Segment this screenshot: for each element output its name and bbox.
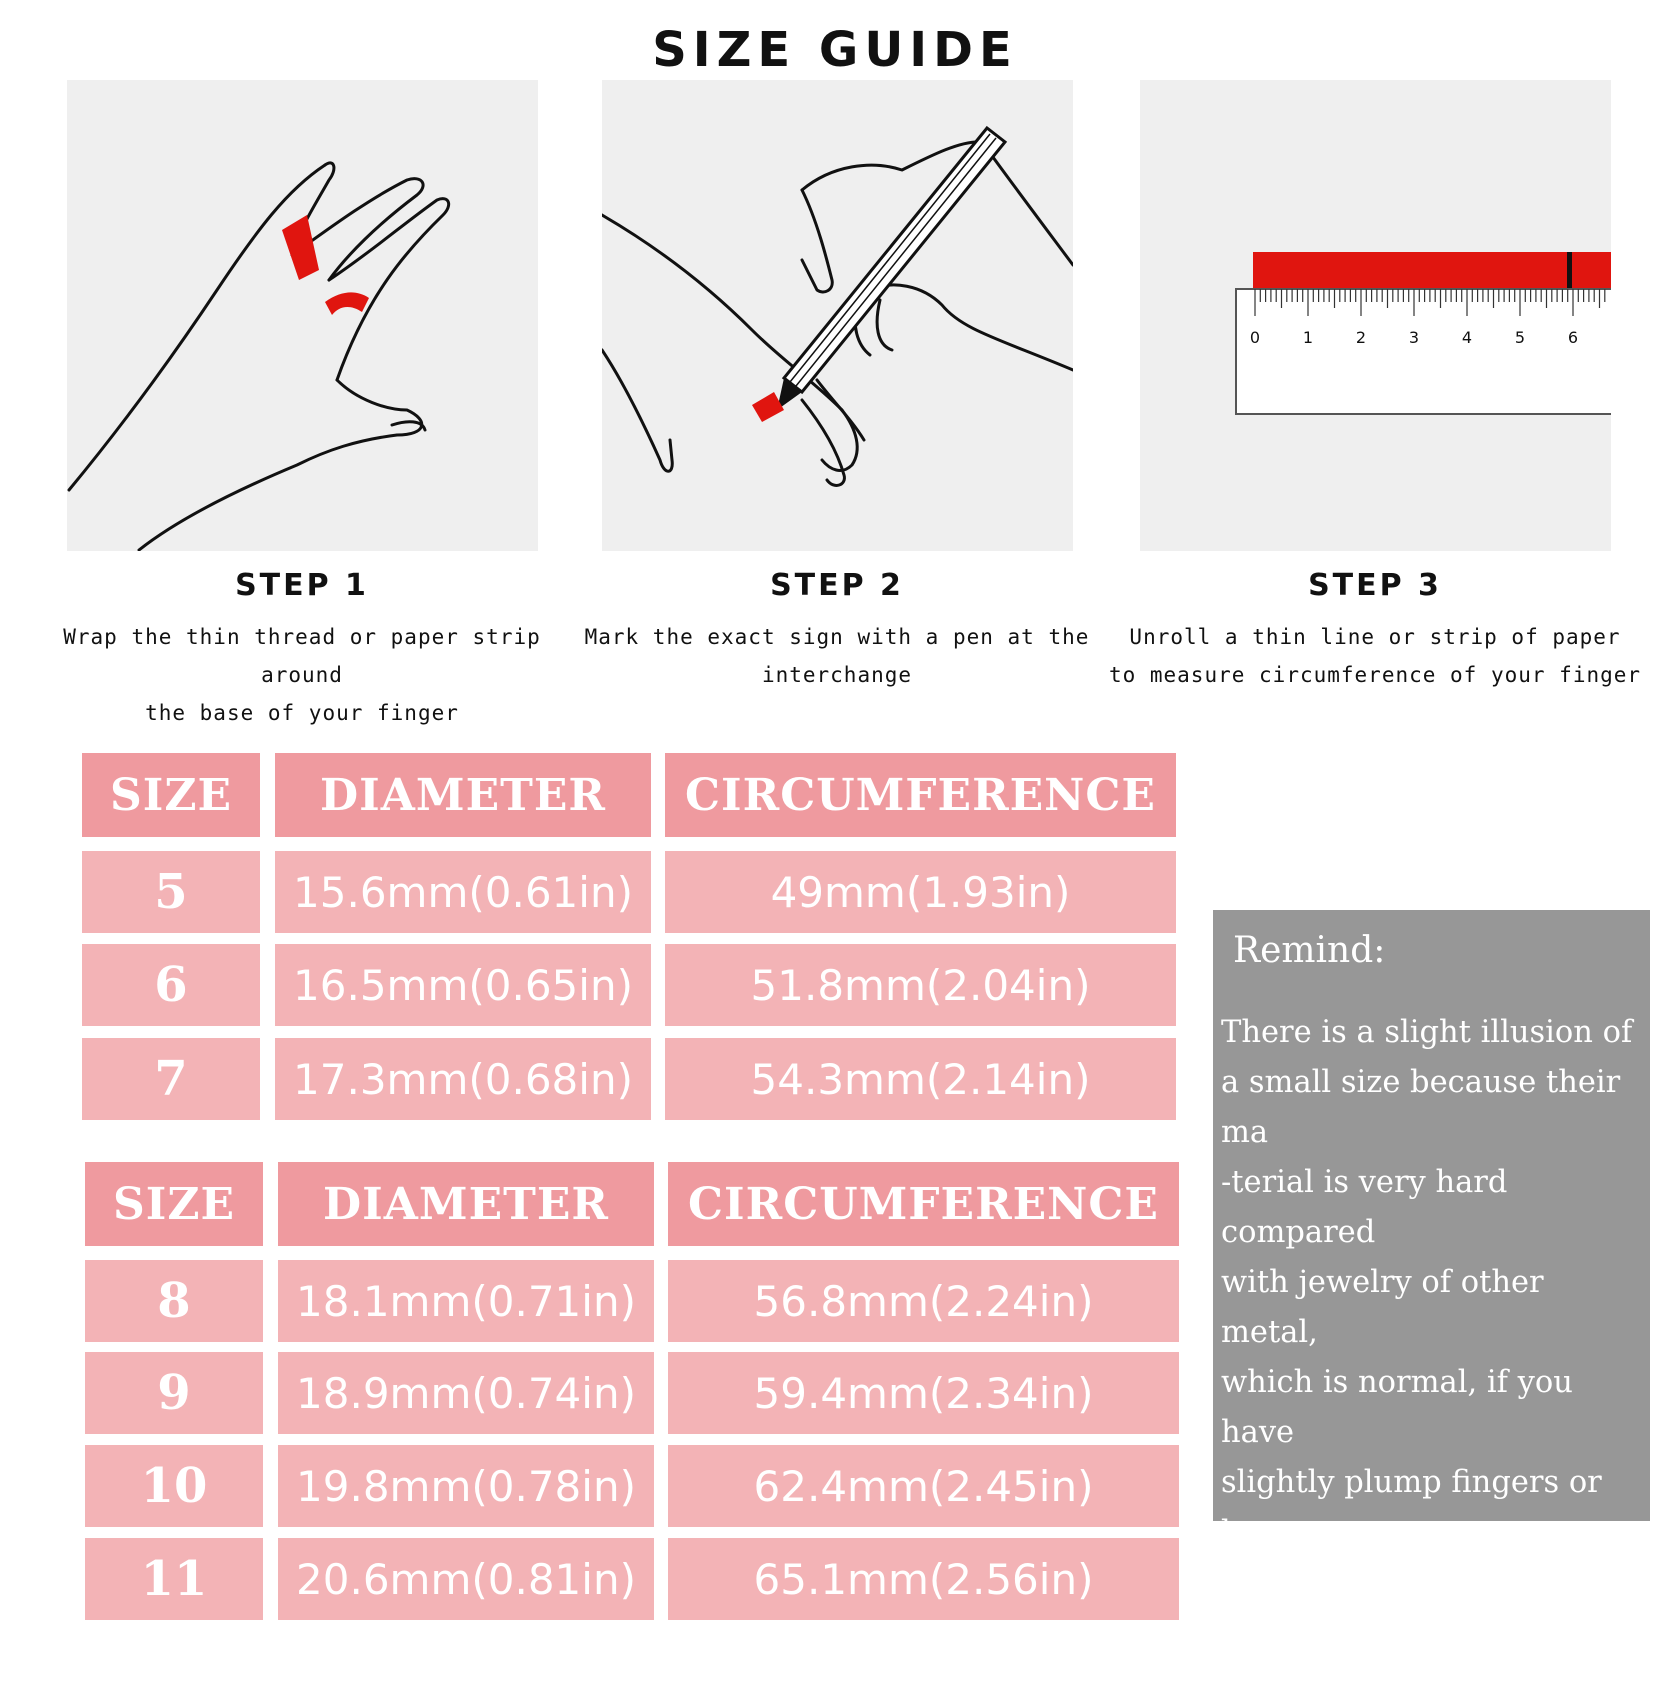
size-cell: 5 [82, 851, 260, 933]
page-title: SIZE GUIDE [652, 22, 1018, 78]
diameter-cell: 18.9mm(0.74in) [278, 1352, 654, 1434]
size-cell: 10 [85, 1445, 263, 1527]
step2-title: STEP 2 [770, 568, 904, 603]
header-circumference: CIRCUMFERENCE [668, 1162, 1179, 1246]
thread-wrap-icon [325, 292, 369, 315]
step2-line1: Mark the exact sign with a pen at the [584, 625, 1090, 649]
step3-title: STEP 3 [1308, 568, 1442, 603]
step3-line2: to measure circumference of your finger [1108, 663, 1642, 687]
circumference-cell: 59.4mm(2.34in) [668, 1352, 1179, 1434]
pen-icon [777, 128, 1005, 410]
diameter-cell: 18.1mm(0.71in) [278, 1260, 654, 1342]
pen-mark-icon [752, 392, 784, 422]
ruler-tick-label: 1 [1302, 328, 1314, 347]
remind-body: There is a slight illusion of a small size because their ma -terial is very hard compared with jewelry of other metal, which is normal, if you have slightly plump fingers or larg -e finger joints, pls choose stainless rings of one size up for comfort fit~ [1221, 1015, 1633, 1700]
paper-strip-icon [1253, 252, 1611, 288]
circumference-cell: 49mm(1.93in) [665, 851, 1176, 933]
step1-description [22, 618, 582, 732]
size-cell: 6 [82, 944, 260, 1026]
ruler-tick-label: 0 [1249, 328, 1261, 347]
ruler-icon [1236, 289, 1611, 414]
size-cell: 11 [85, 1538, 263, 1620]
step3-line1: Unroll a thin line or strip of paper [1129, 625, 1621, 649]
step2-illustration [602, 80, 1073, 551]
size-cell: 8 [85, 1260, 263, 1342]
remind-box [1213, 910, 1650, 1700]
step2-line2: interchange [761, 663, 913, 687]
diameter-cell: 15.6mm(0.61in) [275, 851, 651, 933]
ruler-illustration [1140, 80, 1611, 551]
diameter-cell: 19.8mm(0.78in) [278, 1445, 654, 1527]
ruler-tick-label: 5 [1514, 328, 1526, 347]
header-size: SIZE [82, 753, 260, 837]
ruler-tick-label: 4 [1461, 328, 1473, 347]
circumference-cell: 56.8mm(2.24in) [668, 1260, 1179, 1342]
ruler-tick-label: 3 [1408, 328, 1420, 347]
step3-description [1095, 618, 1655, 694]
hand-thread-illustration [67, 80, 538, 551]
circumference-cell: 51.8mm(2.04in) [665, 944, 1176, 1026]
step3-illustration [1140, 80, 1611, 551]
step1-illustration [67, 80, 538, 551]
header-diameter: DIAMETER [278, 1162, 654, 1246]
remind-title: Remind: [1233, 930, 1386, 971]
header-diameter: DIAMETER [275, 753, 651, 837]
header-size: SIZE [85, 1162, 263, 1246]
diameter-cell: 16.5mm(0.65in) [275, 944, 651, 1026]
diameter-cell: 17.3mm(0.68in) [275, 1038, 651, 1120]
step1-line1: Wrap the thin thread or paper strip around [63, 625, 541, 687]
thread-wrap-icon [282, 215, 319, 280]
circumference-cell: 65.1mm(2.56in) [668, 1538, 1179, 1620]
ruler-tick-label: 2 [1355, 328, 1367, 347]
size-cell: 7 [82, 1038, 260, 1120]
step2-description [557, 618, 1117, 694]
circumference-cell: 54.3mm(2.14in) [665, 1038, 1176, 1120]
size-cell: 9 [85, 1352, 263, 1434]
circumference-cell: 62.4mm(2.45in) [668, 1445, 1179, 1527]
diameter-cell: 20.6mm(0.81in) [278, 1538, 654, 1620]
ruler-tick-label: 6 [1567, 328, 1579, 347]
step1-line2: the base of your finger [145, 701, 459, 725]
header-circumference: CIRCUMFERENCE [665, 753, 1176, 837]
step1-title: STEP 1 [235, 568, 369, 603]
pen-mark-illustration [602, 80, 1073, 551]
